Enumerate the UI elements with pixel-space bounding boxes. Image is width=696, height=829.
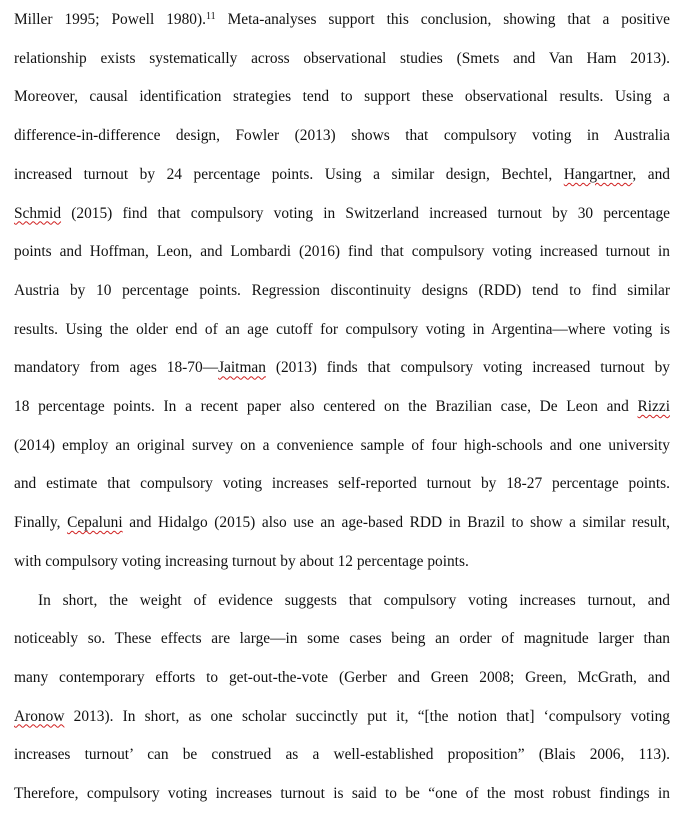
text-line xyxy=(14,320,670,340)
text-run: Therefore, compulsory voting increases turnout is said to be “one of the most robust findings in xyxy=(14,785,670,802)
spellcheck-word: Jaitman xyxy=(218,359,266,377)
text-run: points and Hoffman, Leon, and Lombardi (2016) find that compulsory voting increased turnout in xyxy=(14,243,670,261)
text-run: noticeably so. These effects are large—in some cases being an order of magnitude larger than xyxy=(14,630,670,648)
text-run: 18 percentage points. In a recent paper also centered on the Brazilian case, De Leon and xyxy=(14,398,638,415)
text-run: 2013). In short, as one scholar succinctly put it, “[the notion that] ‘compulsory voting xyxy=(64,707,670,725)
spellcheck-word: Hangartner xyxy=(563,165,633,183)
text-line xyxy=(14,397,670,417)
text-run: , and xyxy=(632,165,670,183)
text-run: (2015) find that compulsory voting in Switzerland increased turnout by 30 percentage xyxy=(61,204,670,222)
text-run: increased turnout by 24 percentage points. Using a similar design, Bechtel, xyxy=(14,165,564,183)
text-run: with compulsory voting increasing turnout by about 12 percentage points. xyxy=(14,552,469,570)
text-run: Moreover, causal identification strategies tend to support these observational results. Using a xyxy=(14,88,670,106)
text-run: relationship exists systematically across observational studies (Smets and Van Ham 2013). xyxy=(14,49,670,67)
text-line xyxy=(14,358,670,378)
spellcheck-word: Cepaluni xyxy=(67,514,123,532)
text-line xyxy=(14,281,670,301)
text-run: and Hidalgo (2015) also use an age-based RDD in Brazil to show a similar result, xyxy=(122,514,670,532)
text-run: difference-in-difference design, Fowler (2013) shows that compulsory voting in Australia xyxy=(14,127,670,145)
text-line xyxy=(14,204,670,224)
text-run: many contemporary efforts to get-out-the-vote (Gerber and Green 2008; Green, McGrath, and xyxy=(14,668,670,686)
text-line xyxy=(14,629,670,649)
text-run: mandatory from ages 18-70— xyxy=(14,359,219,377)
text-line xyxy=(14,10,670,30)
text-line xyxy=(14,745,670,765)
text-line xyxy=(38,591,670,611)
spellcheck-word: Schmid xyxy=(14,204,62,222)
spellcheck-word: Rizzi xyxy=(637,398,670,415)
text-line xyxy=(14,707,670,727)
text-run: and estimate that compulsory voting increases self-reported turnout by 18-27 percentage points. xyxy=(14,475,670,493)
text-run: (2013) finds that compulsory voting increased turnout by xyxy=(265,359,670,377)
text-line xyxy=(14,87,670,107)
text-run: results. Using the older end of an age cutoff for compulsory voting in Argentina—where voting is xyxy=(14,320,670,338)
text-run: Finally, xyxy=(14,514,68,532)
text-line xyxy=(14,668,670,688)
text-line xyxy=(14,165,670,185)
footnote-marker: 11 xyxy=(205,11,216,22)
text-run: Meta-analyses support this conclusion, showing that a positive xyxy=(215,11,670,28)
text-run: increases turnout’ can be construed as a well-established proposition” (Blais 2006, 113). xyxy=(14,746,670,764)
text-run: (2014) employ an original survey on a convenience sample of four high-schools and one university xyxy=(14,436,670,454)
spellcheck-word: Aronow xyxy=(14,707,65,725)
text-line xyxy=(14,436,670,456)
text-line xyxy=(14,513,670,533)
text-run: Austria by 10 percentage points. Regression discontinuity designs (RDD) tend to find similar xyxy=(14,281,670,299)
text-line xyxy=(14,49,670,69)
text-line xyxy=(14,474,670,494)
text-line xyxy=(14,552,670,572)
text-line xyxy=(14,126,670,146)
text-run: In short, the weight of evidence suggests that compulsory voting increases turnout, and xyxy=(38,591,670,609)
text-line xyxy=(14,242,670,262)
text-line xyxy=(14,784,670,804)
text-run: Miller 1995; Powell 1980). xyxy=(14,11,206,28)
